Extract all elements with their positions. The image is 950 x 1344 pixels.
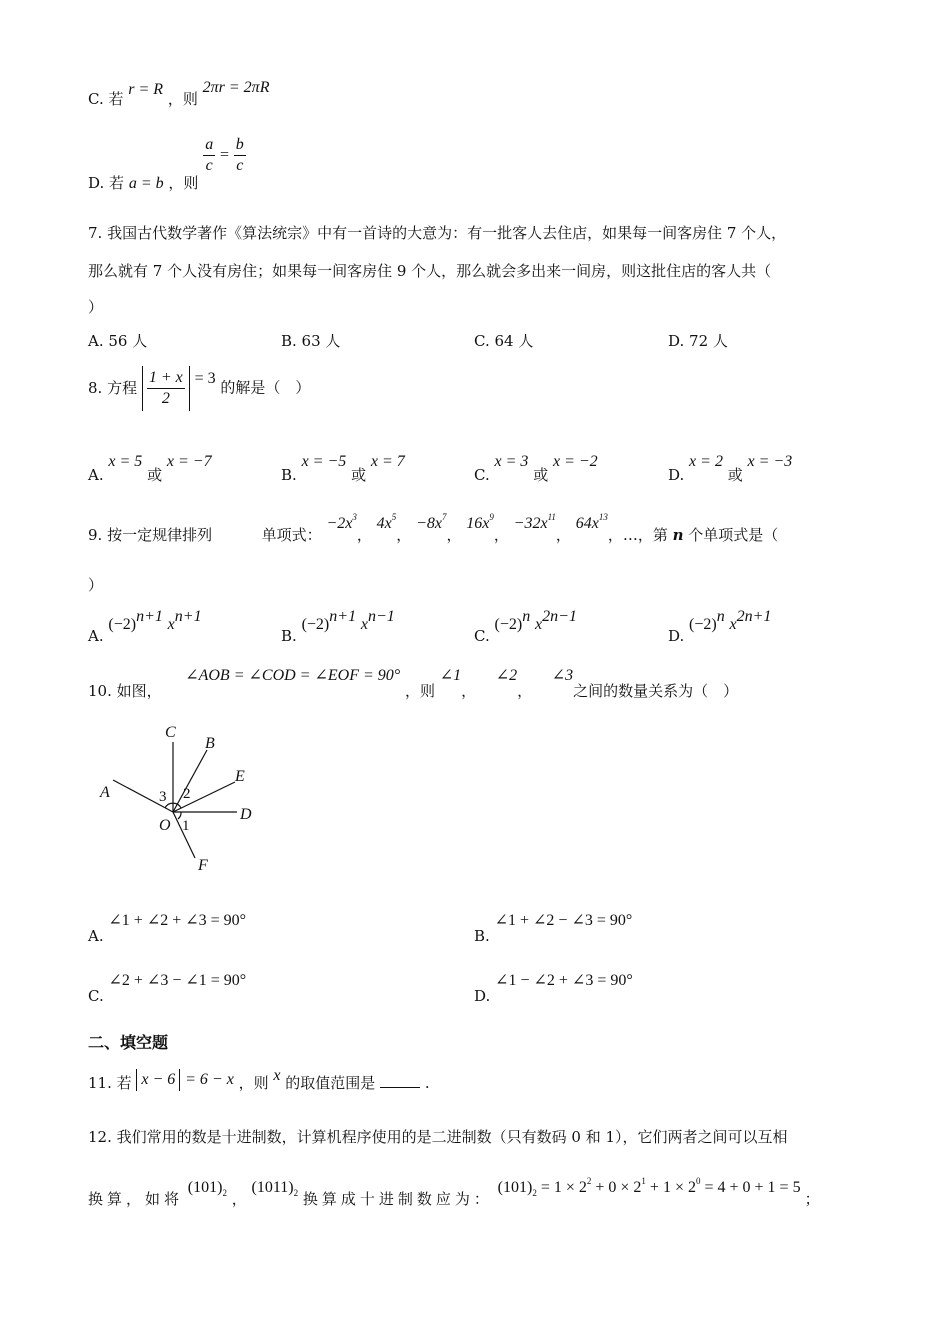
q10-condition: ∠AOB = ∠COD = ∠EOF = 90° xyxy=(185,667,401,684)
q8-option-d: D. x = 2 或 x = −3 xyxy=(668,453,793,484)
label-b: B xyxy=(205,735,215,752)
q7-line-1: 7. 我国古代数学著作《算法统宗》中有一首诗的大意为：有一批客人去住店，如果每一间客房住 7 个人， xyxy=(88,224,787,242)
label-a: A xyxy=(100,784,110,801)
q10-option-a: A. ∠1 + ∠2 + ∠3 = 90° xyxy=(88,912,247,945)
label-angle-3: 3 xyxy=(159,789,167,805)
term: $-32x^{11}$ xyxy=(513,512,556,532)
label-e: E xyxy=(235,768,245,785)
q8-option-b: B. x = −5 或 x = 7 xyxy=(281,453,405,484)
q9-close: ） xyxy=(88,576,104,594)
equals-sign: = xyxy=(219,146,229,164)
q10-option-b: B. ∠1 + ∠2 − ∠3 = 90° xyxy=(474,912,633,945)
section-title-fill-in: 二、填空题 xyxy=(88,1033,169,1052)
q9-stem: 9. 按一定规律排列 单项式： $-2x^3$， $4x^5$， $-8x^7$， $16x^9$， $-32x^{11}$， $64x^{13}$，…，第 n 个单项式是（ xyxy=(88,512,779,544)
term: $16x^9$ xyxy=(466,512,494,532)
q7-option-b: B. 63 人 xyxy=(281,332,341,350)
binary-conversion-expr: $(101)_2 = 1 \times 2^2 + 0 \times 2^1 + 1 \times 2^0 = 4 + 0 + 1 = 5$ xyxy=(497,1176,801,1198)
q11-stem: 11. 若 x − 6 = 6 − x ，则 x 的取值范围是 . xyxy=(88,1067,430,1092)
q7-line-3: ） xyxy=(88,298,104,316)
term: $-2x^3$ xyxy=(326,512,357,532)
equals-three: = 3 xyxy=(194,369,216,387)
math-result: 2πr = 2πR xyxy=(202,79,270,96)
absolute-value: $\frac{1 + x}{2}$ xyxy=(142,366,190,411)
q8-prefix: 8. 方程 xyxy=(88,378,138,397)
angle-figure xyxy=(95,720,265,880)
q6-option-d xyxy=(88,135,246,192)
term: $64x^{13}$ xyxy=(575,512,608,532)
q9-option-c: C. $(-2)^n$ $x^{2n-1}$ xyxy=(474,608,577,645)
q7-line-2: 那么就有 7 个人没有房住；如果每一间客房住 9 个人，那么就会多出来一间房，则这批住店的客人共（ xyxy=(88,262,772,280)
math-condition: a = b xyxy=(128,174,164,192)
angle-arc-1 xyxy=(178,812,181,819)
q12-line-1: 12. 我们常用的数是十进制数，计算机程序使用的是二进制数（只有数码 0 和 1），它们两者之间可以互相 xyxy=(88,1128,788,1146)
answer-blank[interactable] xyxy=(380,1073,420,1088)
q7-option-d: D. 72 人 xyxy=(668,332,728,350)
term: $4x^5$ xyxy=(376,512,397,532)
q8-option-c: C. x = 3 或 x = −2 xyxy=(474,453,598,484)
q9-option-d: D. $(-2)^n$ $x^{2n+1}$ xyxy=(668,608,772,645)
option-label: C. 若 xyxy=(88,90,124,108)
q7-option-c: C. 64 人 xyxy=(474,332,534,350)
q6-option-c xyxy=(88,79,270,109)
then-text: ，则 xyxy=(167,90,198,108)
label-d: D xyxy=(240,806,252,823)
then-text: ，则 xyxy=(168,173,199,192)
option-label: D. 若 xyxy=(88,173,125,192)
q10-option-c: C. ∠2 + ∠3 − ∠1 = 90° xyxy=(88,972,247,1005)
label-o: O xyxy=(159,817,171,834)
q9-option-b: B. $(-2)^{n+1}$ $x^{n-1}$ xyxy=(281,608,395,645)
q10-stem: 10. 如图， ∠AOB = ∠COD = ∠EOF = 90° ，则 ∠1， ∠2， ∠3之间的数量关系为（ ） xyxy=(88,667,739,700)
label-f: F xyxy=(198,857,208,874)
q8-option-a: A. x = 5 或 x = −7 xyxy=(88,453,212,484)
ray-ob xyxy=(173,750,207,812)
q7-option-a: A. 56 人 xyxy=(88,332,148,350)
label-angle-1: 1 xyxy=(182,818,190,834)
q12-line-2: 换算，如将 $(101)_2$ ， $(1011)_2$ 换算成十进制数应为： $(101)_2 = 1 \times 2^2 + 0 \times 2^1 + 1 \times 2^0 = 4 + 0 + 1 = 5$ ； xyxy=(88,1176,820,1208)
term: $-8x^7$ xyxy=(416,512,447,532)
absolute-value: x − 6 xyxy=(136,1069,180,1091)
fraction-a-over-c: $\frac{a}{c}$ xyxy=(205,136,214,174)
q8-stem xyxy=(88,366,310,411)
fraction-b-over-c: $\frac{b}{c}$ xyxy=(235,136,244,174)
math-condition: r = R xyxy=(128,81,164,98)
q9-option-a: A. $(-2)^{n+1}$ $x^{n+1}$ xyxy=(88,608,202,645)
label-c: C xyxy=(165,724,176,741)
q10-option-d: D. ∠1 − ∠2 + ∠3 = 90° xyxy=(474,972,633,1005)
q8-suffix: 的解是（ ） xyxy=(220,378,311,397)
label-angle-2: 2 xyxy=(183,786,191,802)
